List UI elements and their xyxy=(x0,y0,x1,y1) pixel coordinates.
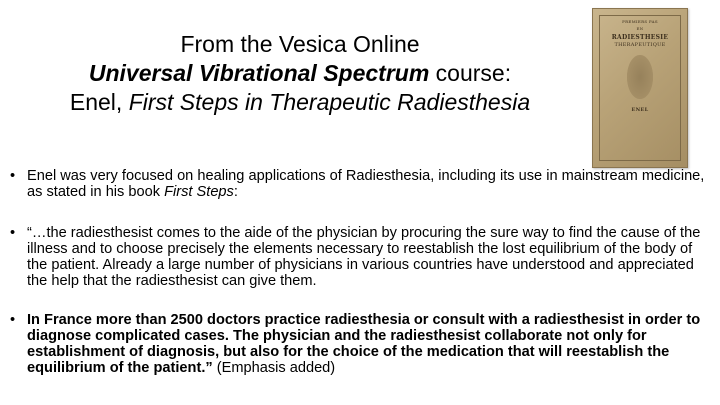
bullet-1-book-ref: First Steps xyxy=(164,184,234,200)
bullet-dot: • xyxy=(10,312,16,328)
book-cover-text-3: RADIESTHESIE xyxy=(611,34,669,41)
bullet-1-end: : xyxy=(233,184,238,200)
book-cover-text-4: THERAPEUTIQUE xyxy=(614,42,666,48)
bullet-dot: • xyxy=(10,225,16,241)
book-cover-text-2: EN xyxy=(636,26,644,31)
bullet-text-3 xyxy=(27,312,710,376)
bullet-item-3 xyxy=(10,312,710,376)
bullet-1-main: Enel was very focused on healing applications of Radiesthesia, including its use in mainstream medicine, as stated in his book xyxy=(27,168,705,200)
author-name: Enel, xyxy=(69,89,129,115)
book-cover-figure xyxy=(627,55,653,99)
book-cover-text-1: PREMIERS PAS xyxy=(622,19,658,24)
book-title: First Steps in Therapeutic Radiesthesia xyxy=(128,89,531,115)
bullet-item-2 xyxy=(10,225,710,289)
bullet-3-emphasis: In France more than 2500 doctors practice radiesthesia or consult with a radiesthesist in order to diagnose complicated cases. The physician and the radiesthesist collaborate not only for establishment of diagnosis, but also for the choice of the medication that will reestablish the equilibrium of the patient.” xyxy=(27,312,701,376)
bullet-item-1 xyxy=(10,168,710,200)
bullet-3-note: (Emphasis added) xyxy=(212,360,336,376)
bullet-text-2: “…the radiesthesist comes to the aide of the physician by procuring the sure way to find the cause of the illness and to choose precisely the elements necessary to reestablish the lost equilibrium of the body of the patient. Already a large number of physicians in various countries have understood and appreciated the help that the radiesthesist can give them. xyxy=(27,225,701,289)
bullet-dot: • xyxy=(10,168,16,184)
course-name: Universal Vibrational Spectrum xyxy=(88,60,430,86)
bullet-text-1 xyxy=(27,168,710,200)
title-line-1: From the Vesica Online xyxy=(180,31,420,57)
book-cover-author: ENEL xyxy=(631,107,649,113)
slide-title xyxy=(20,30,580,117)
title-line-3 xyxy=(20,88,580,117)
title-line-2 xyxy=(20,59,580,88)
book-cover-image xyxy=(592,8,688,168)
title-line-2-rest: course: xyxy=(429,60,512,86)
